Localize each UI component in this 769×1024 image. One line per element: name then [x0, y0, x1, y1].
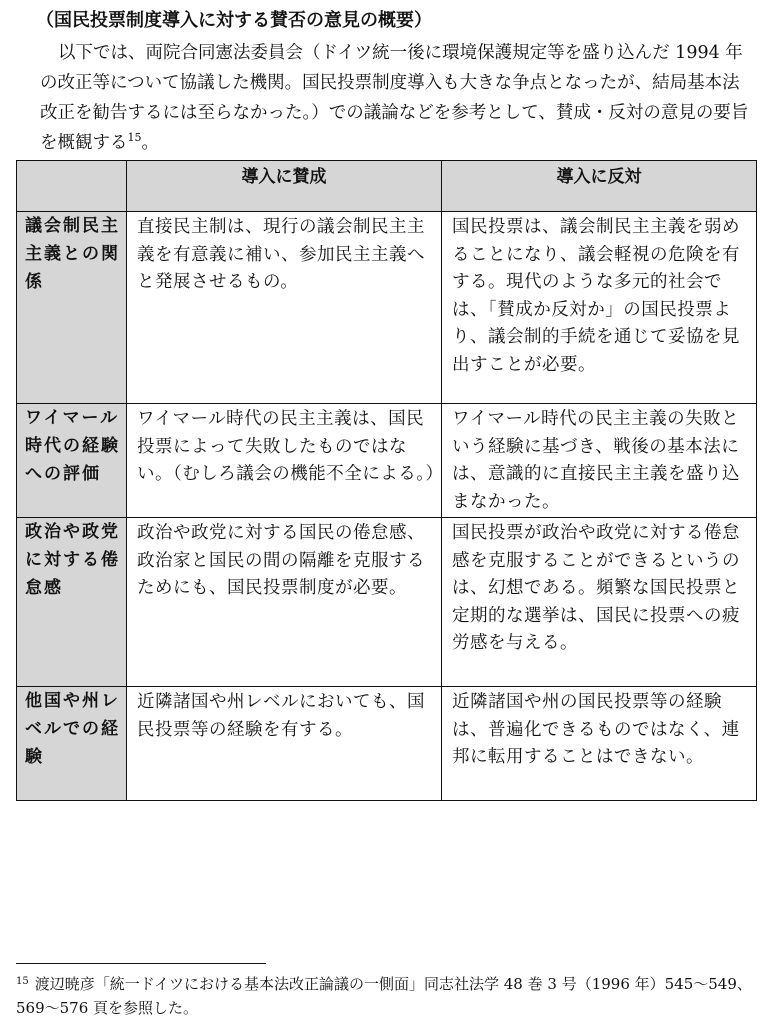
con-cell: ワイマール時代の民主主義の失敗という経験に基づき、戦後の基本法には、意識的に直接民主主義を盛り込まなかった。 [442, 404, 757, 518]
con-cell: 国民投票は、議会制民主主義を弱めることになり、議会軽視の危険を有する。現代のような多元的社会では、「賛成か反対か」の国民投票より、議会制的手続を通じて妥協を見出すことが必要。 [442, 212, 757, 404]
footnote-text: 渡辺暁彦「統一ドイツにおける基本法改正論議の一側面」同志社法学 48 巻 3 号（1996 年）545〜549、569〜576 頁を参照した。 [16, 975, 752, 1017]
con-cell: 国民投票が政治や政党に対する倦怠感を克服することができるというのは、幻想である。頻繁な国民投票と定期的な選挙は、国民に投票への疲労感を与える。 [442, 518, 757, 687]
table-row [17, 212, 757, 404]
column-header-con: 導入に反対 [442, 161, 757, 212]
footnote-divider [16, 963, 266, 964]
row-header: 政治や政党に対する倦怠感 [17, 518, 127, 687]
column-header-pro: 導入に賛成 [127, 161, 442, 212]
table-row [17, 518, 757, 687]
footnote-ref[interactable]: 15 [127, 131, 142, 144]
intro-paragraph [40, 38, 756, 158]
pro-cell: ワイマール時代の民主主義は、国民投票によって失敗したものではない。（むしろ議会の機能不全による。） [127, 404, 442, 518]
corner-cell [17, 161, 127, 212]
intro-end: 。 [141, 133, 159, 153]
table-row [17, 687, 757, 801]
pro-cell: 政治や政党に対する国民の倦怠感、政治家と国民の間の隔離を克服するためにも、国民投票制度が必要。 [127, 518, 442, 687]
row-header: 議会制民主主義との関係 [17, 212, 127, 404]
row-header: 他国や州レベルでの経験 [17, 687, 127, 801]
section-heading: （国民投票制度導入に対する賛否の意見の概要） [36, 10, 432, 31]
table-header-row [17, 161, 757, 212]
pro-cell: 直接民主制は、現行の議会制民主主義を有意義に補い、参加民主主義へと発展させるもの。 [127, 212, 442, 404]
footnote [16, 970, 756, 1020]
con-cell: 近隣諸国や州の国民投票等の経験は、普遍化できるものではなく、連邦に転用することはできない。 [442, 687, 757, 801]
comparison-table [16, 160, 757, 801]
table-row [17, 404, 757, 518]
row-header: ワイマール時代の経験への評価 [17, 404, 127, 518]
pro-cell: 近隣諸国や州レベルにおいても、国民投票等の経験を有する。 [127, 687, 442, 801]
intro-text: 以下では、両院合同憲法委員会（ドイツ統一後に環境保護規定等を盛り込んだ 1994 年の改正等について協議した機関。国民投票制度導入も大きな争点となったが、結局基本法改正を勧告するには至らなかった。）での議論などを参考として、賛成・反対の意見の要旨を概観する [40, 43, 749, 153]
footnote-number: 15 [16, 976, 29, 987]
